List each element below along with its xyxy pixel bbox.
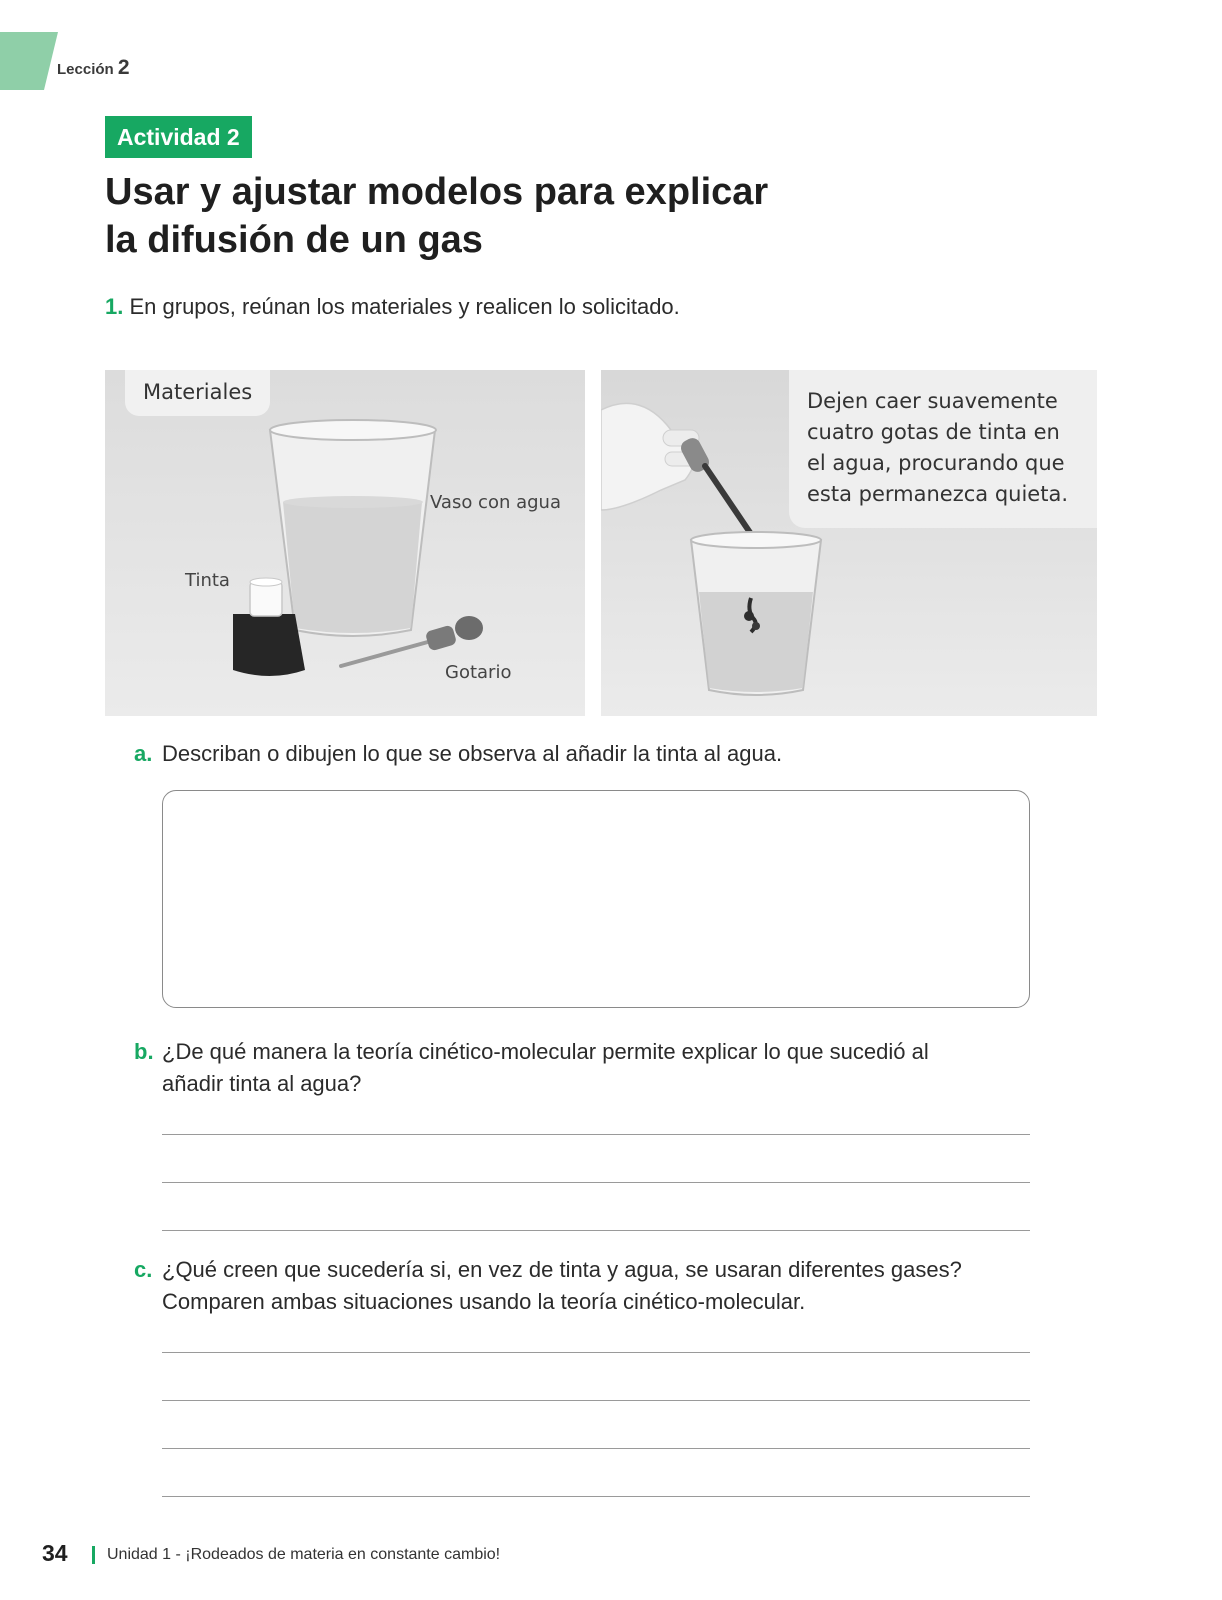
caption-ink: Tinta <box>185 570 230 591</box>
instruction-box <box>789 370 1097 528</box>
answer-line-b-3[interactable] <box>162 1230 1030 1231</box>
question-c <box>134 1254 1042 1318</box>
lesson-tab-shape <box>0 32 58 90</box>
question-1 <box>105 294 680 320</box>
question-1-text: En grupos, reúnan los materiales y realicen lo solicitado. <box>129 294 680 319</box>
question-b-line-2: añadir tinta al agua? <box>162 1071 362 1096</box>
answer-line-b-1[interactable] <box>162 1134 1030 1135</box>
question-a <box>134 738 1042 770</box>
question-a-letter: a. <box>134 741 153 766</box>
question-c-letter: c. <box>134 1257 153 1282</box>
question-1-number: 1. <box>105 294 124 319</box>
footer-unit-text: Unidad 1 - ¡Rodeados de materia en constante cambio! <box>107 1546 501 1563</box>
question-b <box>134 1036 1042 1100</box>
answer-line-c-3[interactable] <box>162 1448 1030 1449</box>
caption-glass: Vaso con agua <box>430 492 561 513</box>
glass-with-ink <box>691 532 821 695</box>
activity-badge: Actividad 2 <box>105 116 252 158</box>
lesson-label <box>57 56 130 80</box>
lesson-label-text: Lección <box>57 61 114 78</box>
caption-dropper: Gotario <box>445 662 512 683</box>
question-a-text: Describan o dibujen lo que se observa al añadir la tinta al agua. <box>162 741 783 766</box>
answer-line-c-1[interactable] <box>162 1352 1030 1353</box>
answer-box-a[interactable] <box>162 790 1030 1008</box>
footer-divider <box>92 1546 95 1564</box>
instruction-line-4: esta permanezca quieta. <box>807 482 1068 506</box>
instruction-line-1: Dejen caer suavemente <box>807 389 1058 413</box>
answer-line-c-2[interactable] <box>162 1400 1030 1401</box>
lesson-number: 2 <box>117 56 130 79</box>
question-b-letter: b. <box>134 1039 154 1064</box>
materials-label: Materiales <box>125 370 270 416</box>
title-line-2: la difusión de un gas <box>105 219 483 261</box>
question-b-line-1: ¿De qué manera la teoría cinético-molecular permite explicar lo que sucedió al <box>162 1039 929 1064</box>
instruction-line-2: cuatro gotas de tinta en <box>807 420 1060 444</box>
materials-illustration <box>105 370 585 716</box>
glass-of-water <box>270 420 436 636</box>
answer-line-b-2[interactable] <box>162 1182 1030 1183</box>
question-c-line-1: ¿Qué creen que sucedería si, en vez de tinta y agua, se usaran diferentes gases? <box>162 1257 962 1282</box>
page-title <box>105 168 865 264</box>
materials-photo <box>105 370 585 716</box>
page-number: 34 <box>42 1540 68 1566</box>
answer-line-c-4[interactable] <box>162 1496 1030 1497</box>
instruction-line-3: el agua, procurando que <box>807 451 1065 475</box>
title-line-1: Usar y ajustar modelos para explicar <box>105 171 769 213</box>
question-c-line-2: Comparen ambas situaciones usando la teoría cinético-molecular. <box>162 1289 806 1314</box>
procedure-photo <box>601 370 1097 716</box>
